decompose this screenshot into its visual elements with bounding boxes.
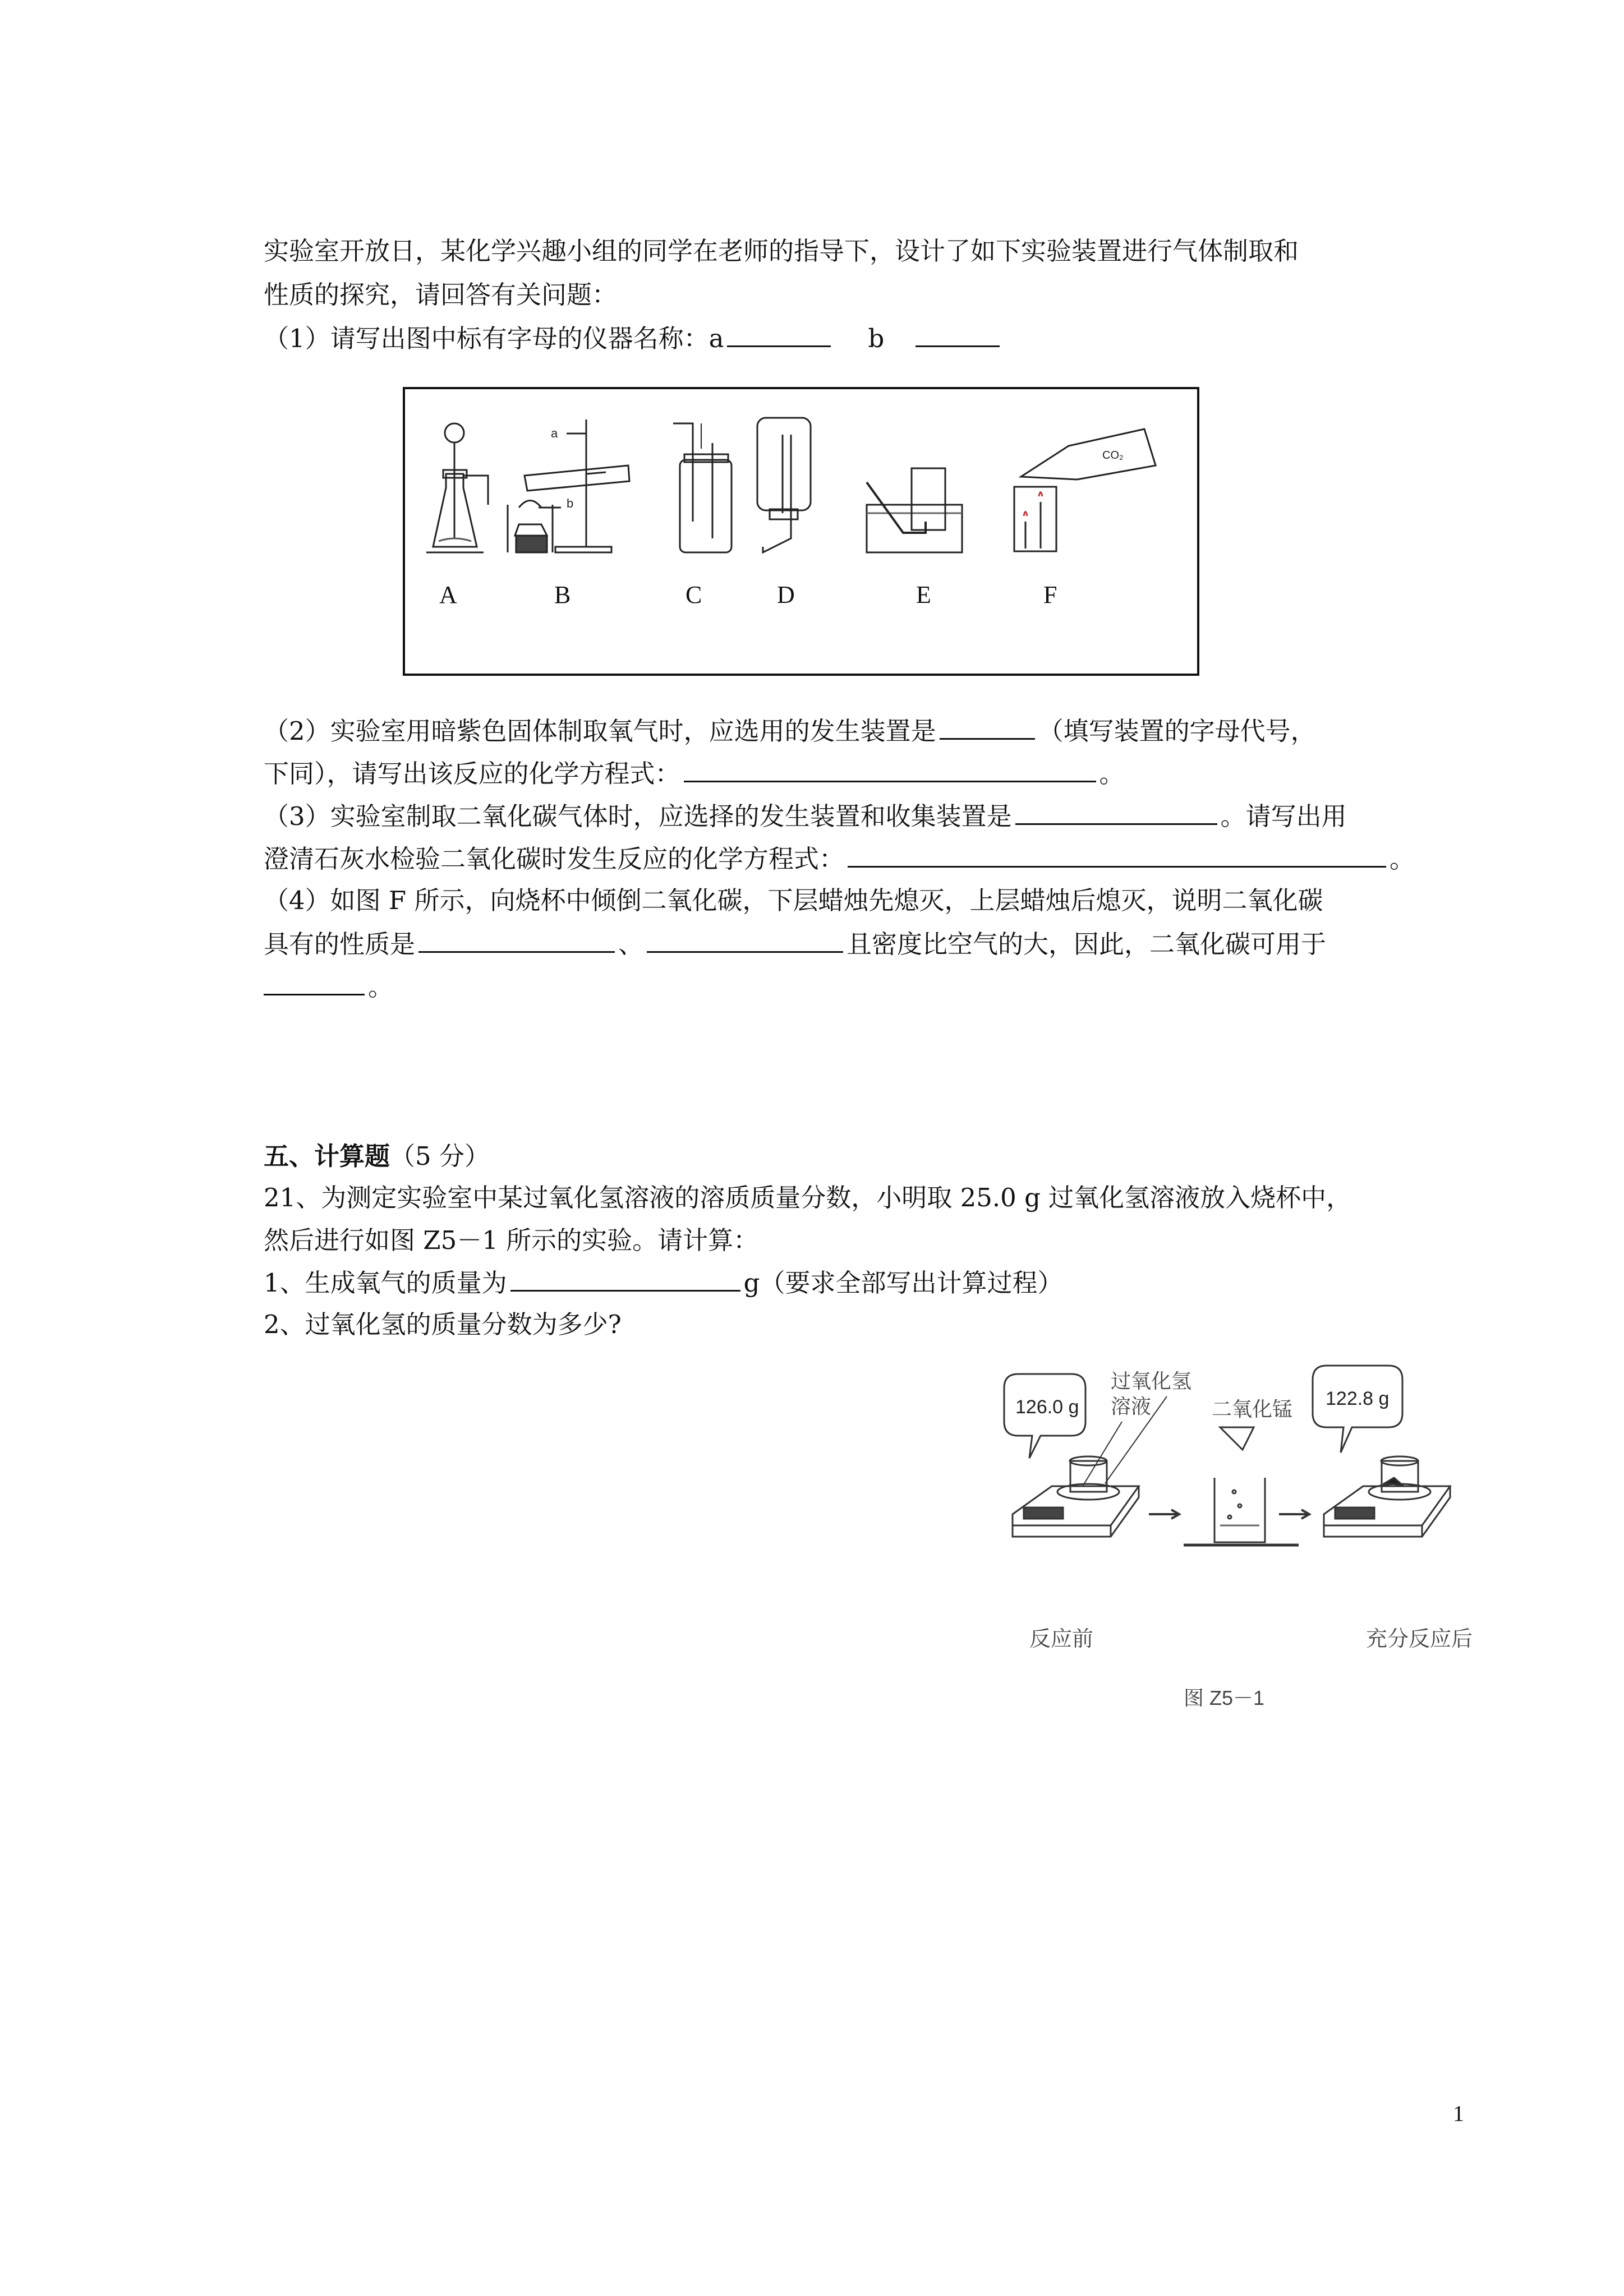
- co2-label: CO₂: [1102, 449, 1124, 462]
- question-2-text-a: （2）实验室用暗紫色固体制取氧气时，应选用的发生装置是: [264, 716, 936, 746]
- reaction-beaker: [1184, 1427, 1299, 1545]
- section-5-heading: [264, 1140, 490, 1173]
- question-4-text-d: 。: [368, 972, 394, 1002]
- question-1-b-label: b: [868, 324, 885, 353]
- apparatus-a-flask: [426, 423, 488, 552]
- marker-b: b: [567, 496, 574, 510]
- figure-z5-1: [999, 1357, 1503, 1716]
- mass-after-value: 122.8 g: [1326, 1388, 1390, 1409]
- question-2-line-1: [264, 713, 1316, 748]
- apparatus-label-e: E: [916, 581, 931, 608]
- sub-question-1: [264, 1265, 1062, 1300]
- question-2-text-d: 。: [1099, 759, 1125, 789]
- apparatus-b-heating: [508, 419, 629, 552]
- answer-blank-q4-property-2[interactable]: [647, 926, 843, 953]
- answer-blank-q4-property-1[interactable]: [418, 926, 615, 953]
- question-4-text-c: 且密度比空气的大，因此，二氧化碳可用于: [846, 929, 1327, 959]
- answer-blank-oxygen-mass[interactable]: [510, 1265, 740, 1292]
- page-number: 1: [1453, 2101, 1464, 2126]
- mno2-label: 二氧化锰: [1212, 1398, 1293, 1421]
- apparatus-label-d: D: [777, 581, 795, 608]
- question-4-line-3: [264, 969, 393, 1004]
- sub-question-1-text-a: 1、生成氧气的质量为: [264, 1268, 507, 1298]
- question-4-text-a: 具有的性质是: [264, 929, 416, 959]
- question-2-line-2: [264, 756, 1125, 791]
- question-4-text-b: 、: [618, 929, 644, 959]
- figure-caption: 图 Z5－1: [1184, 1686, 1265, 1709]
- question-3-text-b: 。请写出用: [1220, 801, 1347, 831]
- section-5-title: 五、计算题: [264, 1141, 390, 1171]
- question-2-text-b: （填写装置的字母代号，: [1038, 716, 1316, 746]
- intro-line-2: 性质的探究，请回答有关问题：: [264, 280, 618, 310]
- h2o2-label-line-2: 溶液: [1111, 1395, 1152, 1418]
- question-3-text-d: 。: [1390, 844, 1415, 874]
- question-21-line-2: 然后进行如图 Z5－1 所示的实验。请计算：: [264, 1225, 759, 1255]
- sub-question-1-text-b: g（要求全部写出计算过程）: [743, 1268, 1063, 1298]
- balance-after: [1324, 1456, 1450, 1537]
- before-label: 反应前: [1029, 1628, 1094, 1651]
- answer-blank-q3-devices[interactable]: [1015, 799, 1217, 825]
- h2o2-label-line-1: 过氧化氢: [1111, 1370, 1192, 1393]
- answer-blank-q3-equation[interactable]: [848, 841, 1386, 868]
- apparatus-e-trough: [867, 468, 962, 552]
- answer-blank-q2-equation[interactable]: [684, 756, 1096, 782]
- question-3-text-a: （3）实验室制取二氧化碳气体时，应选择的发生装置和收集装置是: [264, 801, 1012, 831]
- apparatus-label-b: B: [554, 581, 571, 608]
- answer-blank-q4-use[interactable]: [264, 969, 365, 995]
- apparatus-d-bottle: [757, 418, 811, 552]
- question-3-line-1: [264, 799, 1347, 833]
- question-21-line-1: 21、为测定实验室中某过氧化氢溶液的溶质质量分数，小明取 25.0 g 过氧化氢溶液放入烧杯中，: [264, 1183, 1352, 1212]
- apparatus-c-bottle: [673, 423, 732, 552]
- question-3-line-2: [264, 841, 1415, 876]
- mass-before-value: 126.0 g: [1015, 1396, 1079, 1418]
- apparatus-label-a: A: [439, 581, 457, 608]
- question-1-text: （1）请写出图中标有字母的仪器名称：a: [264, 324, 724, 353]
- balance-before: [1013, 1456, 1139, 1537]
- apparatus-f-beaker: [1014, 429, 1156, 551]
- question-4-line-2: [264, 926, 1326, 961]
- question-3-text-c: 澄清石灰水检验二氧化碳时发生反应的化学方程式：: [264, 844, 845, 874]
- section-5-score: （5 分）: [390, 1141, 490, 1171]
- question-4-line-1: （4）如图 F 所示，向烧杯中倾倒二氧化碳，下层蜡烛先熄灭，上层蜡烛后熄灭，说明二氧化碳: [264, 886, 1323, 915]
- apparatus-label-f: F: [1043, 581, 1057, 608]
- intro-line-1: 实验室开放日，某化学兴趣小组的同学在老师的指导下，设计了如下实验装置进行气体制取和: [264, 236, 1299, 266]
- apparatus-label-c: C: [686, 581, 702, 608]
- question-2-text-c: 下同），请写出该反应的化学方程式：: [264, 759, 680, 789]
- apparatus-drawings: [0, 0, 1624, 729]
- marker-a: a: [551, 426, 558, 440]
- after-label: 充分反应后: [1366, 1628, 1473, 1651]
- sub-question-2: 2、过氧化氢的质量分数为多少?: [264, 1310, 622, 1339]
- answer-blank-q2-device[interactable]: [940, 713, 1035, 740]
